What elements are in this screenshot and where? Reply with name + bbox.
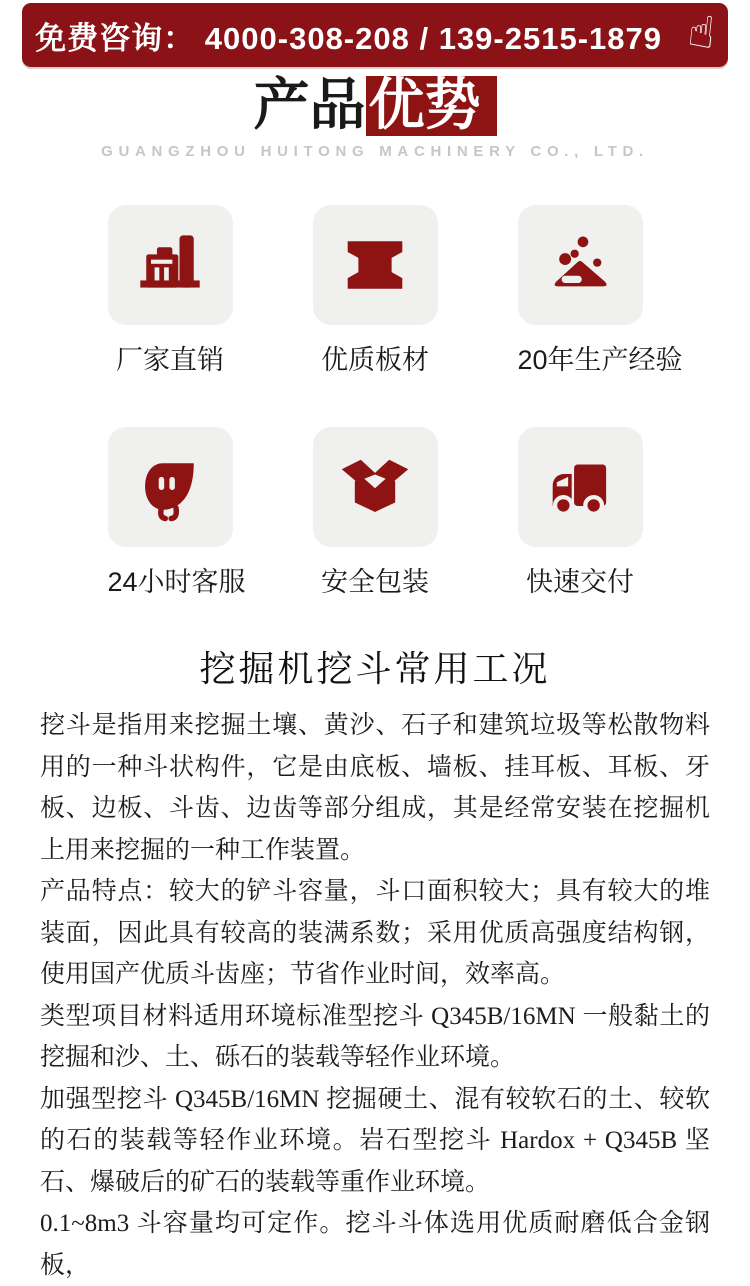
feature-label: 24小时客服 — [107, 567, 246, 597]
feature-label: 快速交付 — [526, 567, 634, 597]
article-body — [0, 705, 750, 1286]
feature-tile — [518, 205, 643, 325]
feature-safe-packing — [313, 427, 438, 599]
feature-customer-service — [107, 427, 246, 599]
factory-icon — [132, 227, 208, 303]
feature-tile — [108, 427, 233, 547]
consult-banner[interactable] — [22, 3, 728, 67]
feature-tile — [313, 205, 438, 325]
consult-phone-text: 免费咨询： 4000-308-208 / 139-2515-1879 — [35, 20, 662, 56]
feature-label: 安全包装 — [321, 567, 429, 597]
feature-quality-plate — [313, 205, 438, 377]
feature-fast-delivery — [518, 427, 643, 599]
article-paragraph: 加强型挖斗 Q345B/16MN 挖掘硬土、混有较软石的土、较软的石的装载等轻作业环境。岩石型挖斗 Hardox + Q345B 坚石、爆破后的矿石的装载等重作业环境。 — [40, 1085, 710, 1196]
section-title — [0, 73, 750, 136]
material-pile-icon — [542, 227, 618, 303]
feature-label: 优质板材 — [321, 345, 429, 375]
company-subtitle: GUANGZHOU HUITONG MACHINERY CO., LTD. — [101, 143, 649, 160]
article-paragraph: 产品特点：较大的铲斗容量，斗口面积较大；具有较大的堆装面，因此具有较高的装满系数；采用优质高强度结构钢，使用国产优质斗齿座；节省作业时间，效率高。 — [40, 878, 710, 988]
feature-experience — [517, 205, 683, 377]
feature-factory-direct — [108, 205, 233, 377]
feature-tile — [108, 205, 233, 325]
open-box-icon — [337, 449, 413, 525]
feature-tile — [518, 427, 643, 547]
ibeam-steel-icon — [337, 227, 413, 303]
article-paragraph: 类型项目材料适用环境标准型挖斗 Q345B/16MN 一般黏土的挖掘和沙、土、砾石的装载等轻作业环境。 — [40, 1002, 710, 1071]
article-paragraph: 挖斗是指用来挖掘土壤、黄沙、石子和建筑垃圾等松散物料用的一种斗状构件，它是由底板、墙板、挂耳板、耳板、牙板、边板、斗齿、边齿等部分组成，其是经常安装在挖掘机上用来挖掘的一种工作装置。 — [40, 712, 710, 864]
pointing-hand-icon: ☝ — [685, 6, 718, 59]
feature-label: 20年生产经验 — [517, 345, 683, 375]
delivery-truck-icon — [542, 449, 618, 525]
section-title-black: 产品 — [253, 73, 366, 136]
feature-tile — [313, 427, 438, 547]
section-title-highlight: 优势 — [366, 76, 497, 136]
feature-row-1 — [0, 205, 750, 377]
feature-label: 厂家直销 — [116, 345, 224, 375]
feature-row-2 — [0, 427, 750, 599]
article-paragraph: 0.1~8m3 斗容量均可定作。挖斗斗体选用优质耐磨低合金钢板， — [40, 1210, 710, 1279]
customer-service-chat-icon — [132, 449, 208, 525]
article-heading: 挖掘机挖斗常用工况 — [199, 649, 551, 689]
feature-grid — [0, 205, 750, 599]
